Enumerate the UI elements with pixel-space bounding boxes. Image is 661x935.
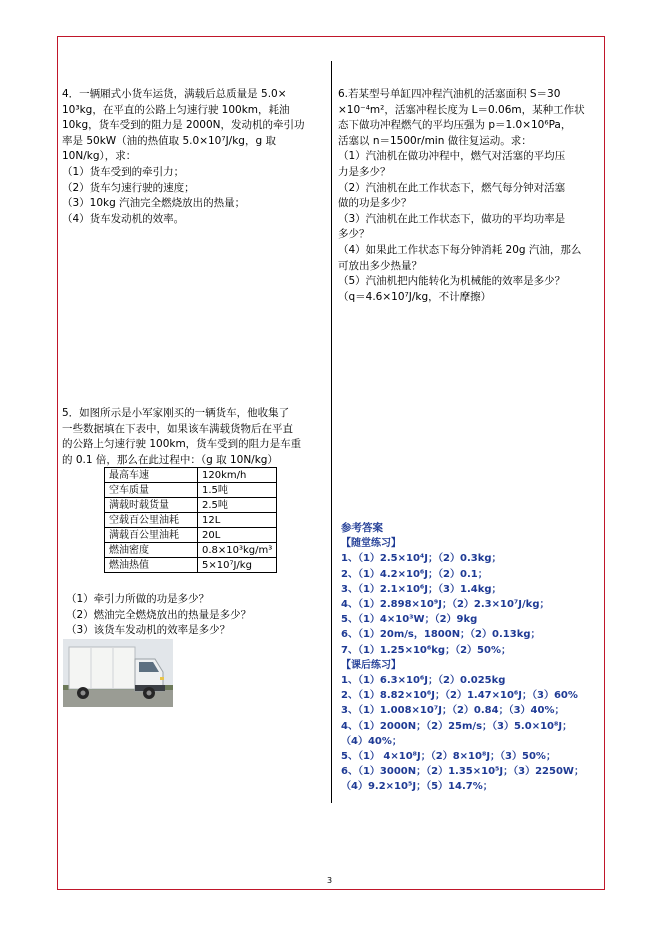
q4-line: （4）货车发动机的效率。 bbox=[62, 212, 185, 225]
q5-line: 的公路上匀速行驶 100km，货车受到的阻力是车重 bbox=[62, 438, 302, 451]
q6-line: 多少？ bbox=[338, 228, 370, 241]
question-4 bbox=[62, 87, 327, 227]
page-border-right bbox=[604, 36, 605, 889]
spec-value: 120km/h bbox=[198, 468, 277, 483]
spec-value: 0.8×10³kg/m³ bbox=[198, 543, 277, 558]
answer-key-title: 参考答案 bbox=[341, 522, 383, 534]
answer-line: 4、（1）2000N；（2）25m/s；（3）5.0×10⁸J； bbox=[341, 720, 573, 732]
table-row bbox=[105, 543, 277, 558]
answer-line: 4、（1）2.898×10⁹J；（2）2.3×10⁷J/kg； bbox=[341, 599, 550, 611]
answer-line: 【随堂练习】 bbox=[341, 538, 401, 550]
answer-line: 3、（1）2.1×10⁶J；（3）1.4kg； bbox=[341, 583, 502, 595]
q6-line: 6.若某型号单缸四冲程汽油机的活塞面积 S＝30 bbox=[338, 88, 561, 100]
q6-line: （q＝4.6×10⁷J/kg，不计摩擦） bbox=[338, 290, 492, 303]
q4-line: 4．一辆厢式小货车运货，满载后总质量是 5.0× bbox=[62, 88, 287, 100]
answer-line: 6、（1）3000N；（2）1.35×10⁵J；（3）2250W； bbox=[341, 766, 584, 778]
truck-photo bbox=[63, 639, 173, 707]
spec-value: 12L bbox=[198, 513, 277, 528]
table-row bbox=[105, 483, 277, 498]
q6-line: （5）汽油机把内能转化为机械能的效率是多少？ bbox=[338, 275, 566, 288]
q6-line: （4）如果此工作状态下每分钟消耗 20g 汽油，那么 bbox=[338, 243, 582, 256]
q4-line: （2）货车匀速行驶的速度； bbox=[62, 181, 195, 194]
q6-line: （1）汽油机在做功冲程中，燃气对活塞的平均压 bbox=[338, 150, 566, 163]
answer-line: 1、（1）6.3×10⁶J；（2）0.025kg bbox=[341, 675, 506, 687]
spec-key: 最高车速 bbox=[105, 468, 198, 483]
page-border-bottom bbox=[57, 889, 605, 890]
spec-key: 满载时载货量 bbox=[105, 498, 198, 513]
q4-line: （1）货车受到的牵引力； bbox=[62, 165, 185, 178]
spec-value: 2.5吨 bbox=[198, 498, 277, 513]
q6-line: ×10⁻⁴m²，活塞冲程长度为 L＝0.06m，某种工作状 bbox=[338, 103, 585, 116]
spec-key: 燃油密度 bbox=[105, 543, 198, 558]
answer-line: 1、（1）2.5×10⁴J；（2）0.3kg； bbox=[341, 553, 502, 565]
answer-key bbox=[341, 521, 603, 795]
page-border-top bbox=[57, 36, 605, 37]
q5-sub: （2）燃油完全燃烧放出的热量是多少？ bbox=[66, 608, 252, 621]
answer-line: 2、（1）8.82×10⁶J；（2）1.47×10⁶J；（3）60% bbox=[341, 690, 578, 702]
q6-line: 活塞以 n＝1500r/min 做往复运动。求： bbox=[338, 134, 532, 147]
q5-sub: （3）该货车发动机的效率是多少？ bbox=[66, 624, 231, 637]
answer-line: （4）9.2×10⁵J；（5）14.7%； bbox=[341, 781, 493, 793]
question-6 bbox=[338, 87, 600, 305]
page-number: 3 bbox=[327, 876, 333, 885]
column-divider bbox=[331, 61, 332, 803]
q4-line: （3）10kg 汽油完全燃烧放出的热量； bbox=[62, 197, 246, 210]
spec-value: 20L bbox=[198, 528, 277, 543]
question-5-subquestions bbox=[66, 592, 251, 639]
spec-value: 5×10⁷J/kg bbox=[198, 558, 277, 573]
q6-line: （3）汽油机在此工作状态下，做功的平均功率是 bbox=[338, 212, 566, 225]
q6-line: 力是多少？ bbox=[338, 165, 391, 178]
spec-key: 燃油热值 bbox=[105, 558, 198, 573]
truck-icon bbox=[63, 639, 173, 707]
answer-line: （4）40%； bbox=[341, 735, 402, 747]
q6-line: （2）汽油机在此工作状态下，燃气每分钟对活塞 bbox=[338, 181, 566, 194]
spec-key: 满载百公里油耗 bbox=[105, 528, 198, 543]
answer-line: 5、（1）4×10³W；（2）9kg bbox=[341, 614, 478, 626]
q4-line: 10kg，货车受到的阻力是 2000N，发动机的牵引功 bbox=[62, 119, 305, 132]
answer-line: 7、（1）1.25×10⁶kg；（2）50%； bbox=[341, 644, 511, 656]
answer-line: 6、（1）20m/s，1800N；（2）0.13kg； bbox=[341, 629, 541, 641]
q6-line: 可放出多少热量？ bbox=[338, 259, 422, 272]
q4-line: 10³kg，在平直的公路上匀速行驶 100km，耗油 bbox=[62, 103, 290, 116]
spec-key: 空载百公里油耗 bbox=[105, 513, 198, 528]
question-5 bbox=[62, 406, 327, 468]
q5-line: 5．如图所示是小军家刚买的一辆货车，他收集了 bbox=[62, 407, 290, 419]
table-row bbox=[105, 528, 277, 543]
answer-line: 【课后练习】 bbox=[341, 659, 401, 671]
table-row bbox=[105, 468, 277, 483]
table-row bbox=[105, 498, 277, 513]
q6-line: 态下做功冲程燃气的平均压强为 p＝1.0×10⁶Pa， bbox=[338, 119, 572, 132]
truck-spec-table bbox=[104, 467, 277, 573]
q6-line: 做的功是多少？ bbox=[338, 197, 412, 210]
q5-line: 一些数据填在下表中，如果该车满载货物后在平直 bbox=[62, 422, 293, 435]
q5-sub: （1）牵引力所做的功是多少？ bbox=[66, 593, 210, 605]
answer-line: 5、（1） 4×10⁸J；（2）8×10⁸J；（3）50%； bbox=[341, 751, 556, 763]
q4-line: 率是 50kW（油的热值取 5.0×10⁷J/kg，g 取 bbox=[62, 134, 276, 147]
answer-line: 2、（1）4.2×10⁶J；（2）0.1； bbox=[341, 568, 488, 580]
page-border-left bbox=[57, 36, 58, 889]
spec-value: 1.5吨 bbox=[198, 483, 277, 498]
q4-line: 10N/kg），求： bbox=[62, 150, 137, 163]
table-row bbox=[105, 558, 277, 573]
answer-line: 3、（1）1.008×10⁷J；（2）0.84；（3）40%； bbox=[341, 705, 565, 717]
q5-line: 的 0.1 倍，那么在此过程中：（g 取 10N/kg） bbox=[62, 453, 278, 466]
spec-key: 空车质量 bbox=[105, 483, 198, 498]
table-row bbox=[105, 513, 277, 528]
